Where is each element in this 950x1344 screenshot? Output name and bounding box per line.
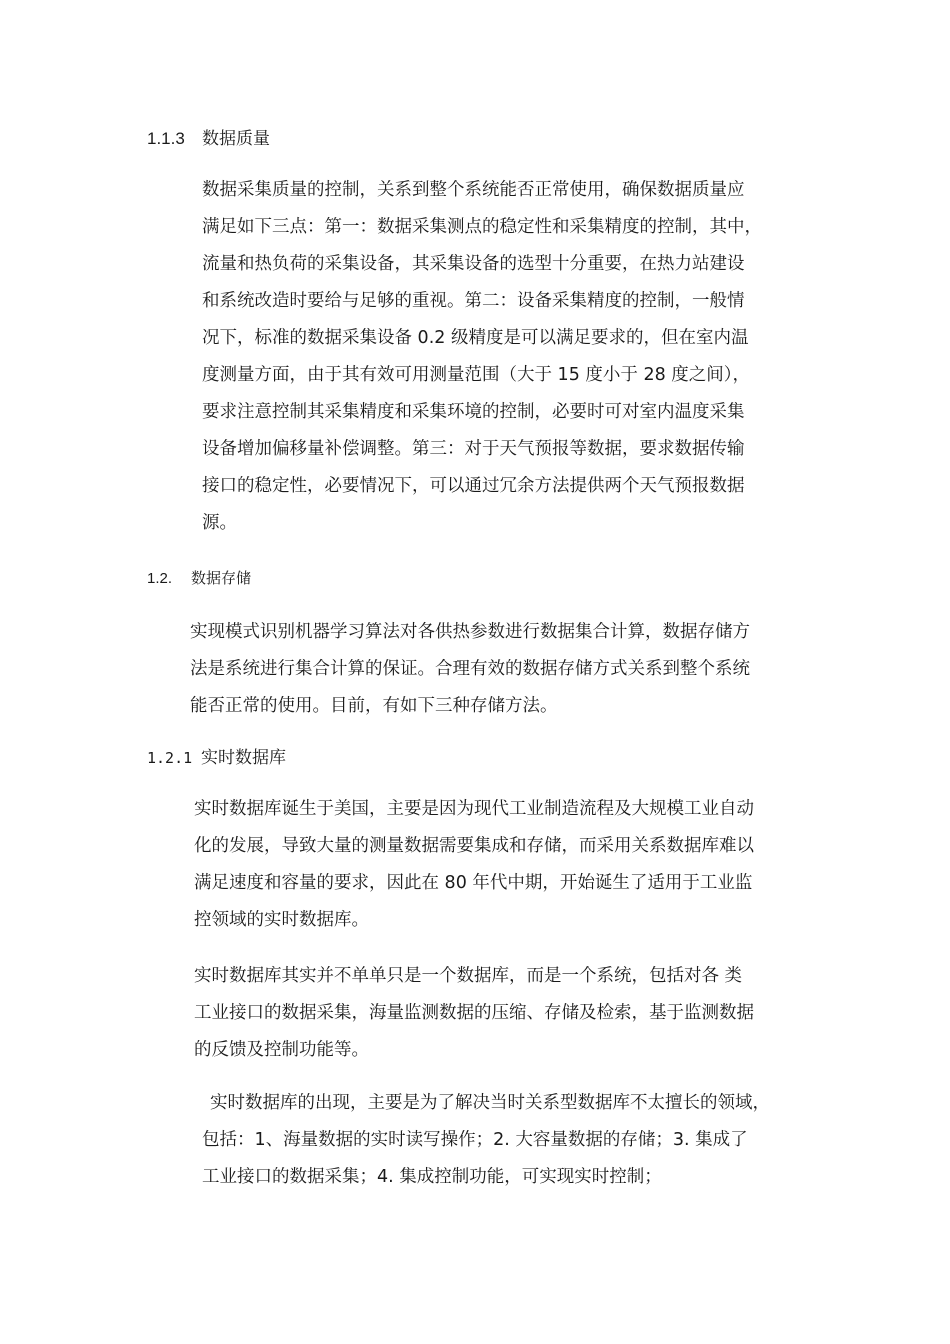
text-line: 包括：1、海量数据的实时读写操作；2. 大容量数据的存储；3. 集成了 xyxy=(202,1130,748,1150)
section-number: 1.2. xyxy=(147,570,173,587)
section-number: 1.1.3 xyxy=(147,129,185,148)
text-line: 能否正常的使用。目前，有如下三种存储方法。 xyxy=(190,696,558,716)
section-title: 实时数据库 xyxy=(201,748,286,768)
paragraph-realtime-db-system xyxy=(194,958,754,1069)
text-line: 接口的稳定性，必要情况下，可以通过冗余方法提供两个天气预报数据 xyxy=(202,476,745,496)
text-line: 和系统改造时要给与足够的重视。第二：设备采集精度的控制，一般情 xyxy=(202,291,745,311)
section-heading-1-1-3 xyxy=(147,127,270,151)
text-line: 设备增加偏移量补偿调整。第三：对于天气预报等数据，要求数据传输 xyxy=(202,439,745,459)
section-number: 1.2.1 xyxy=(147,749,193,767)
paragraph-realtime-db-purpose xyxy=(202,1085,770,1196)
paragraph-data-storage xyxy=(190,614,750,725)
text-line: 化的发展，导致大量的测量数据需要集成和存储，而采用关系数据库难以 xyxy=(194,836,754,856)
text-line: 数据采集质量的控制，关系到整个系统能否正常使用，确保数据质量应 xyxy=(202,180,745,200)
section-heading-1-2 xyxy=(147,566,251,591)
text-line: 满足如下三点：第一：数据采集测点的稳定性和采集精度的控制，其中， xyxy=(202,217,762,237)
text-line: 实现模式识别机器学习算法对各供热参数进行数据集合计算，数据存储方 xyxy=(190,622,750,642)
text-line: 工业接口的数据采集，海量监测数据的压缩、存储及检索，基于监测数据 xyxy=(194,1003,754,1023)
text-line: 实时数据库诞生于美国，主要是因为现代工业制造流程及大规模工业自动 xyxy=(194,799,754,819)
text-line: 满足速度和容量的要求，因此在 80 年代中期，开始诞生了适用于工业监 xyxy=(194,873,753,893)
text-line: 要求注意控制其采集精度和采集环境的控制，必要时可对室内温度采集 xyxy=(202,402,745,422)
section-heading-1-2-1 xyxy=(147,746,286,770)
text-line: 实时数据库的出现，主要是为了解决当时关系型数据库不太擅长的领域， xyxy=(210,1093,770,1113)
paragraph-data-quality xyxy=(202,172,762,542)
paragraph-realtime-db-origin xyxy=(194,791,754,939)
section-title: 数据存储 xyxy=(191,569,252,587)
text-line: 的反馈及控制功能等。 xyxy=(194,1040,369,1060)
section-title: 数据质量 xyxy=(202,129,270,149)
text-line: 实时数据库其实并不单单只是一个数据库，而是一个系统，包括对各 类 xyxy=(194,966,743,986)
text-line: 法是系统进行集合计算的保证。合理有效的数据存储方式关系到整个系统 xyxy=(190,659,750,679)
text-line: 况下，标准的数据采集设备 0.2 级精度是可以满足要求的，但在室内温 xyxy=(202,328,749,348)
text-line: 工业接口的数据采集；4. 集成控制功能，可实现实时控制； xyxy=(202,1167,662,1187)
text-line: 度测量方面，由于其有效可用测量范围（大于 15 度小于 28 度之间）， xyxy=(202,365,751,385)
text-line: 控领域的实时数据库。 xyxy=(194,910,369,930)
text-line: 流量和热负荷的采集设备，其采集设备的选型十分重要，在热力站建设 xyxy=(202,254,745,274)
text-line: 源。 xyxy=(202,513,237,533)
